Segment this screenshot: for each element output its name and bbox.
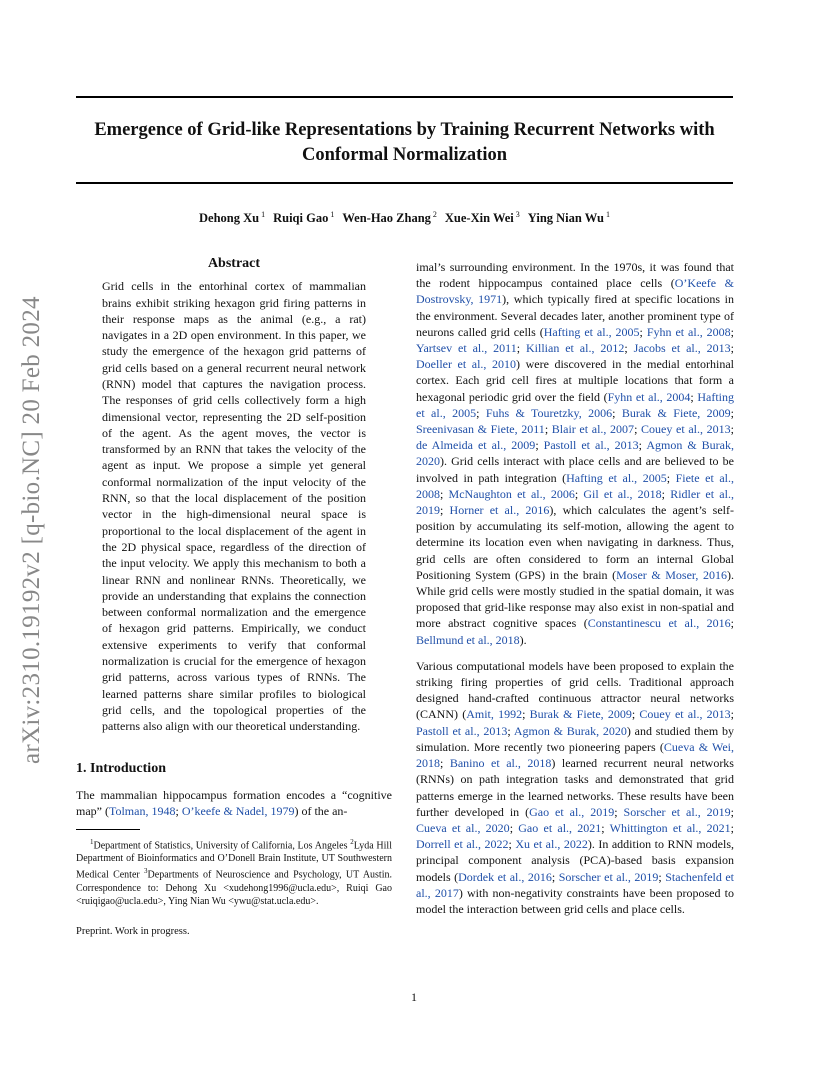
citation-link[interactable]: Dordek et al., 2016 (458, 869, 552, 884)
citation-link[interactable]: Ridler et al., 2019 (416, 486, 734, 518)
intro-text: The mammalian hippocampus formation encodes a “cognitive map” ( (76, 787, 392, 818)
citation-link[interactable]: Banino et al., 2018 (449, 756, 552, 771)
citation-link[interactable]: Amit, 1992 (466, 707, 523, 722)
citation-link[interactable]: Dorrell et al., 2022 (416, 837, 509, 852)
citation-link[interactable]: Fiete et al., 2008 (416, 470, 734, 501)
author-affiliation-mark: 2 (430, 210, 437, 219)
footnote-mark: 3 (144, 867, 148, 876)
citation-link[interactable]: Killian et al., 2012 (525, 341, 625, 356)
body-text: imal’s surrounding environment. In the 1970s, it was found that the rodent hippocampus contained place cells ( (416, 260, 734, 291)
author-affiliation-mark: 3 (513, 210, 520, 219)
citation-link[interactable]: de Almeida et al., 2009 (416, 438, 536, 453)
abstract-text: Grid cells in the entorhinal cortex of mammalian brains exhibit striking hexagon grid firing patterns in their response maps as the animal (e.g., a rat) navigates in a 2D open environment. In this paper, we study the emergence of the hexagon grid patterns of grid cells based on a general recurrent neural network (RNN) model that captures the navigation process. The responses of grid cells collectively form a high dimensional vector, representing the 2D self-position of the agent. As the agent moves, the vector is transformed by an RNN that takes the velocity of the agent as input. We propose a simple yet general conformal normalization of the input velocity of the RNN, so that the local displacement of the position vector in the high-dimensional neural space is proportional to the local displacement of the agent in the 2D physical space, regardless of the direction of the input velocity. We apply this mechanism to both a linear RNN and nonlinear RNNs. Theoretically, we provide an understanding that explains the connection between conformal normalization and the emergence of hexagon grid patterns. Empirically, we conduct extensive experiments to verify that conformal normalization is crucial for the emergence of hexagon grid patterns, across various types of RNNs. The learned patterns share similar profiles to biological grid cells, and the topological properties of the patterns also align with our theoretical understanding. (102, 279, 366, 734)
citation-link[interactable]: Stachenfeld et al., 2017 (416, 869, 735, 900)
body-text: ; (509, 820, 519, 835)
citation-link[interactable]: Yartsev et al., 2011 (416, 341, 517, 356)
body-text: ; (516, 341, 526, 356)
citation-link[interactable]: Tolman, 1948 (108, 803, 176, 818)
citation-link[interactable]: Sorscher et al., 2019 (623, 804, 731, 819)
author-name: Dehong Xu (199, 211, 260, 226)
introduction-heading: 1. Introduction (76, 760, 166, 776)
introduction-paragraph (76, 787, 392, 819)
body-text: ; (730, 324, 734, 339)
body-text: ; (661, 486, 671, 501)
citation-link[interactable]: Fyhn et al., 2004 (607, 389, 691, 404)
citation-link[interactable]: O’keefe & Nadel, 1979 (181, 803, 295, 818)
citation-link[interactable]: Burak & Fiete, 2009 (529, 707, 632, 722)
author (273, 211, 334, 225)
title-rule-top (76, 96, 733, 98)
body-text: ), which typically fired at specific locations in the environment. Several decades later, another prominent type of neurons called grid cells ( (416, 292, 735, 339)
citation-link[interactable]: Gao et al., 2021 (518, 820, 602, 835)
preprint-note: Preprint. Work in progress. (76, 925, 190, 937)
body-text: ; (730, 405, 734, 420)
citation-link[interactable]: Couey et al., 2013 (639, 707, 731, 722)
page-number: 1 (411, 990, 417, 1004)
citation-link[interactable]: Couey et al., 2013 (641, 422, 731, 437)
body-text: ; (624, 341, 634, 356)
body-text: ; (551, 869, 559, 884)
author (528, 211, 610, 225)
body-text: ; (507, 723, 514, 738)
citation-link[interactable]: Blair et al., 2007 (551, 422, 635, 437)
footnote-text: Department of Statistics, University of California, Los Angeles (93, 840, 351, 852)
citation-link[interactable]: Jacobs et al., 2013 (633, 341, 731, 356)
author (445, 211, 520, 225)
body-text: ; (730, 804, 735, 819)
citation-link[interactable]: Pastoll et al., 2013 (543, 438, 639, 453)
body-text: ), which calculates the agent’s self-position by accumulating its self-motion, allowing the agent to determine its location even when navigating in darkness. Thus, grid cells are often considered to form an internal Global Positioning System (GPS) in the brain ( (416, 503, 734, 582)
citation-link[interactable]: Fyhn et al., 2008 (646, 324, 731, 339)
body-text: ) learned recurrent neural networks (RNNs) on path integration tasks and demonstrated that grid patterns emerge in the learned networks. These results have been further developed in ( (416, 756, 734, 819)
body-text: ). While grid cells were mostly studied in the spatial domain, it was proposed that grid-like response may also exist in non-spatial and more abstract cognitive spaces ( (416, 567, 735, 631)
body-text: ; (440, 503, 450, 518)
body-text: ; (730, 341, 735, 356)
footnote-text: Lyda Hill Department of Bioinformatics and O’Donell Brain Institute, UT Southwestern Medical Center (76, 840, 392, 881)
author (342, 211, 437, 225)
citation-link[interactable]: Moser & Moser, 2016 (616, 567, 728, 582)
author-affiliation-mark: 1 (603, 210, 610, 219)
paper-title: Emergence of Grid-like Representations by Training Recurrent Networks with Conformal Normalization (94, 120, 715, 165)
citation-link[interactable]: Gao et al., 2019 (529, 804, 615, 819)
body-text: ; (730, 422, 734, 437)
body-text: ; (440, 756, 450, 771)
body-text: ; (522, 707, 530, 722)
author-name: Wen-Hao Zhang (342, 211, 431, 226)
footnote-text: Departments of Neuroscience and Psychology, UT Austin. Correspondence to: Dehong Xu <xudehong1996@ucla.edu>, Ruiqi Gao <ruiqigao@ucla.edu>, Ying Nian Wu <ywu@stat.ucla.edu>. (76, 869, 392, 907)
footnote-mark: 2 (350, 838, 354, 847)
abstract-heading: Abstract (207, 256, 261, 271)
body-text: Various computational models have been proposed to explain the striking firing properties of grid cells. Traditional approach designed hand-crafted continuous attractor neural networks (CANN) ( (416, 658, 734, 722)
body-text: ; (612, 405, 622, 420)
body-text: ; (666, 470, 676, 485)
body-text: ; (544, 422, 552, 437)
body-text: ; (658, 869, 666, 884)
author-affiliation-mark: 1 (259, 210, 266, 219)
citation-link[interactable]: Bellmund et al., 2018 (416, 632, 520, 647)
citation-link[interactable]: O’Keefe & Dostrovsky, 1971 (416, 276, 734, 307)
body-text: ; (535, 438, 544, 453)
body-paragraph (416, 259, 734, 648)
body-paragraph (416, 658, 734, 917)
footnote-mark: 1 (90, 838, 94, 847)
body-text: ; (634, 422, 642, 437)
arxiv-identifier-stamp: arXiv:2310.19192v2 [q-bio.NC] 20 Feb 2024 (18, 296, 45, 764)
citation-link[interactable]: Doeller et al., 2010 (416, 357, 517, 372)
body-text: ). (519, 632, 527, 647)
body-text: ; (631, 707, 640, 722)
citation-link[interactable]: Fuhs & Touretzky, 2006 (485, 405, 613, 420)
citation-link[interactable]: Agmon & Burak, 2020 (513, 723, 627, 738)
author (199, 211, 265, 225)
citation-link[interactable]: Whittington et al., 2021 (609, 820, 731, 835)
intro-text: ; (175, 803, 182, 818)
body-text: ; (730, 616, 734, 631)
intro-text: ) of the an- (294, 803, 348, 818)
citation-link[interactable]: Hafting et al., 2005 (416, 389, 735, 420)
citation-link[interactable]: Hafting et al., 2005 (566, 470, 667, 485)
body-text: ; (440, 486, 449, 501)
body-text: ; (508, 837, 516, 852)
abstract-section (76, 256, 392, 735)
author-affiliation-mark: 1 (328, 210, 335, 219)
citation-link[interactable]: Sorscher et al., 2019 (558, 869, 659, 884)
body-text: ; (574, 486, 584, 501)
body-text: ) and studied them by simulation. More recently two pioneering papers ( (416, 723, 734, 754)
author-name: Ruiqi Gao (273, 211, 329, 226)
citation-link[interactable]: Gil et al., 2018 (583, 486, 662, 501)
author-name: Ying Nian Wu (527, 211, 604, 226)
body-text: ; (614, 804, 624, 819)
body-text: ). Grid cells interact with place cells and are believed to be involved in path integration ( (416, 454, 734, 485)
body-text: ; (690, 389, 698, 404)
body-text: ; (638, 438, 647, 453)
citation-link[interactable]: Cueva et al., 2020 (416, 820, 510, 835)
citation-link[interactable]: Agmon & Burak, 2020 (416, 438, 734, 469)
body-text: ) with non-negativity constraints have been proposed to model the interaction between grid cells and place cells. (416, 885, 734, 916)
author-list (76, 210, 733, 226)
citation-link[interactable]: McNaughton et al., 2006 (448, 486, 575, 501)
title-rule-bottom (76, 182, 733, 184)
citation-link[interactable]: Pastoll et al., 2013 (416, 723, 508, 738)
citation-link[interactable]: Constantinescu et al., 2016 (587, 616, 731, 631)
body-text: ; (601, 820, 610, 835)
body-text: ; (730, 707, 735, 722)
body-text: ; (730, 820, 734, 835)
citation-link[interactable]: Xu et al., 2022 (515, 837, 588, 852)
body-text: ) were discovered in the medial entorhinal cortex. Each grid cell fires at multiple locations that form a hexagonal periodic grid over the field ( (416, 357, 734, 404)
right-column (416, 259, 734, 927)
affiliation-footnote (76, 836, 392, 908)
citation-link[interactable]: Burak & Fiete, 2009 (621, 405, 731, 420)
body-text: ). In addition to RNN models, principal component analysis (PCA)-based basis expansion models ( (416, 837, 734, 884)
footnote-divider (76, 829, 140, 830)
citation-link[interactable]: Hafting et al., 2005 (543, 324, 640, 339)
citation-link[interactable]: Sreenivasan & Fiete, 2011 (416, 422, 545, 437)
author-name: Xue-Xin Wei (444, 211, 514, 226)
citation-link[interactable]: Horner et al., 2016 (449, 503, 550, 518)
left-column (76, 256, 392, 940)
citation-link[interactable]: Cueva & Wei, 2018 (416, 739, 734, 771)
body-text: ; (639, 324, 647, 339)
body-text: ; (476, 405, 486, 420)
